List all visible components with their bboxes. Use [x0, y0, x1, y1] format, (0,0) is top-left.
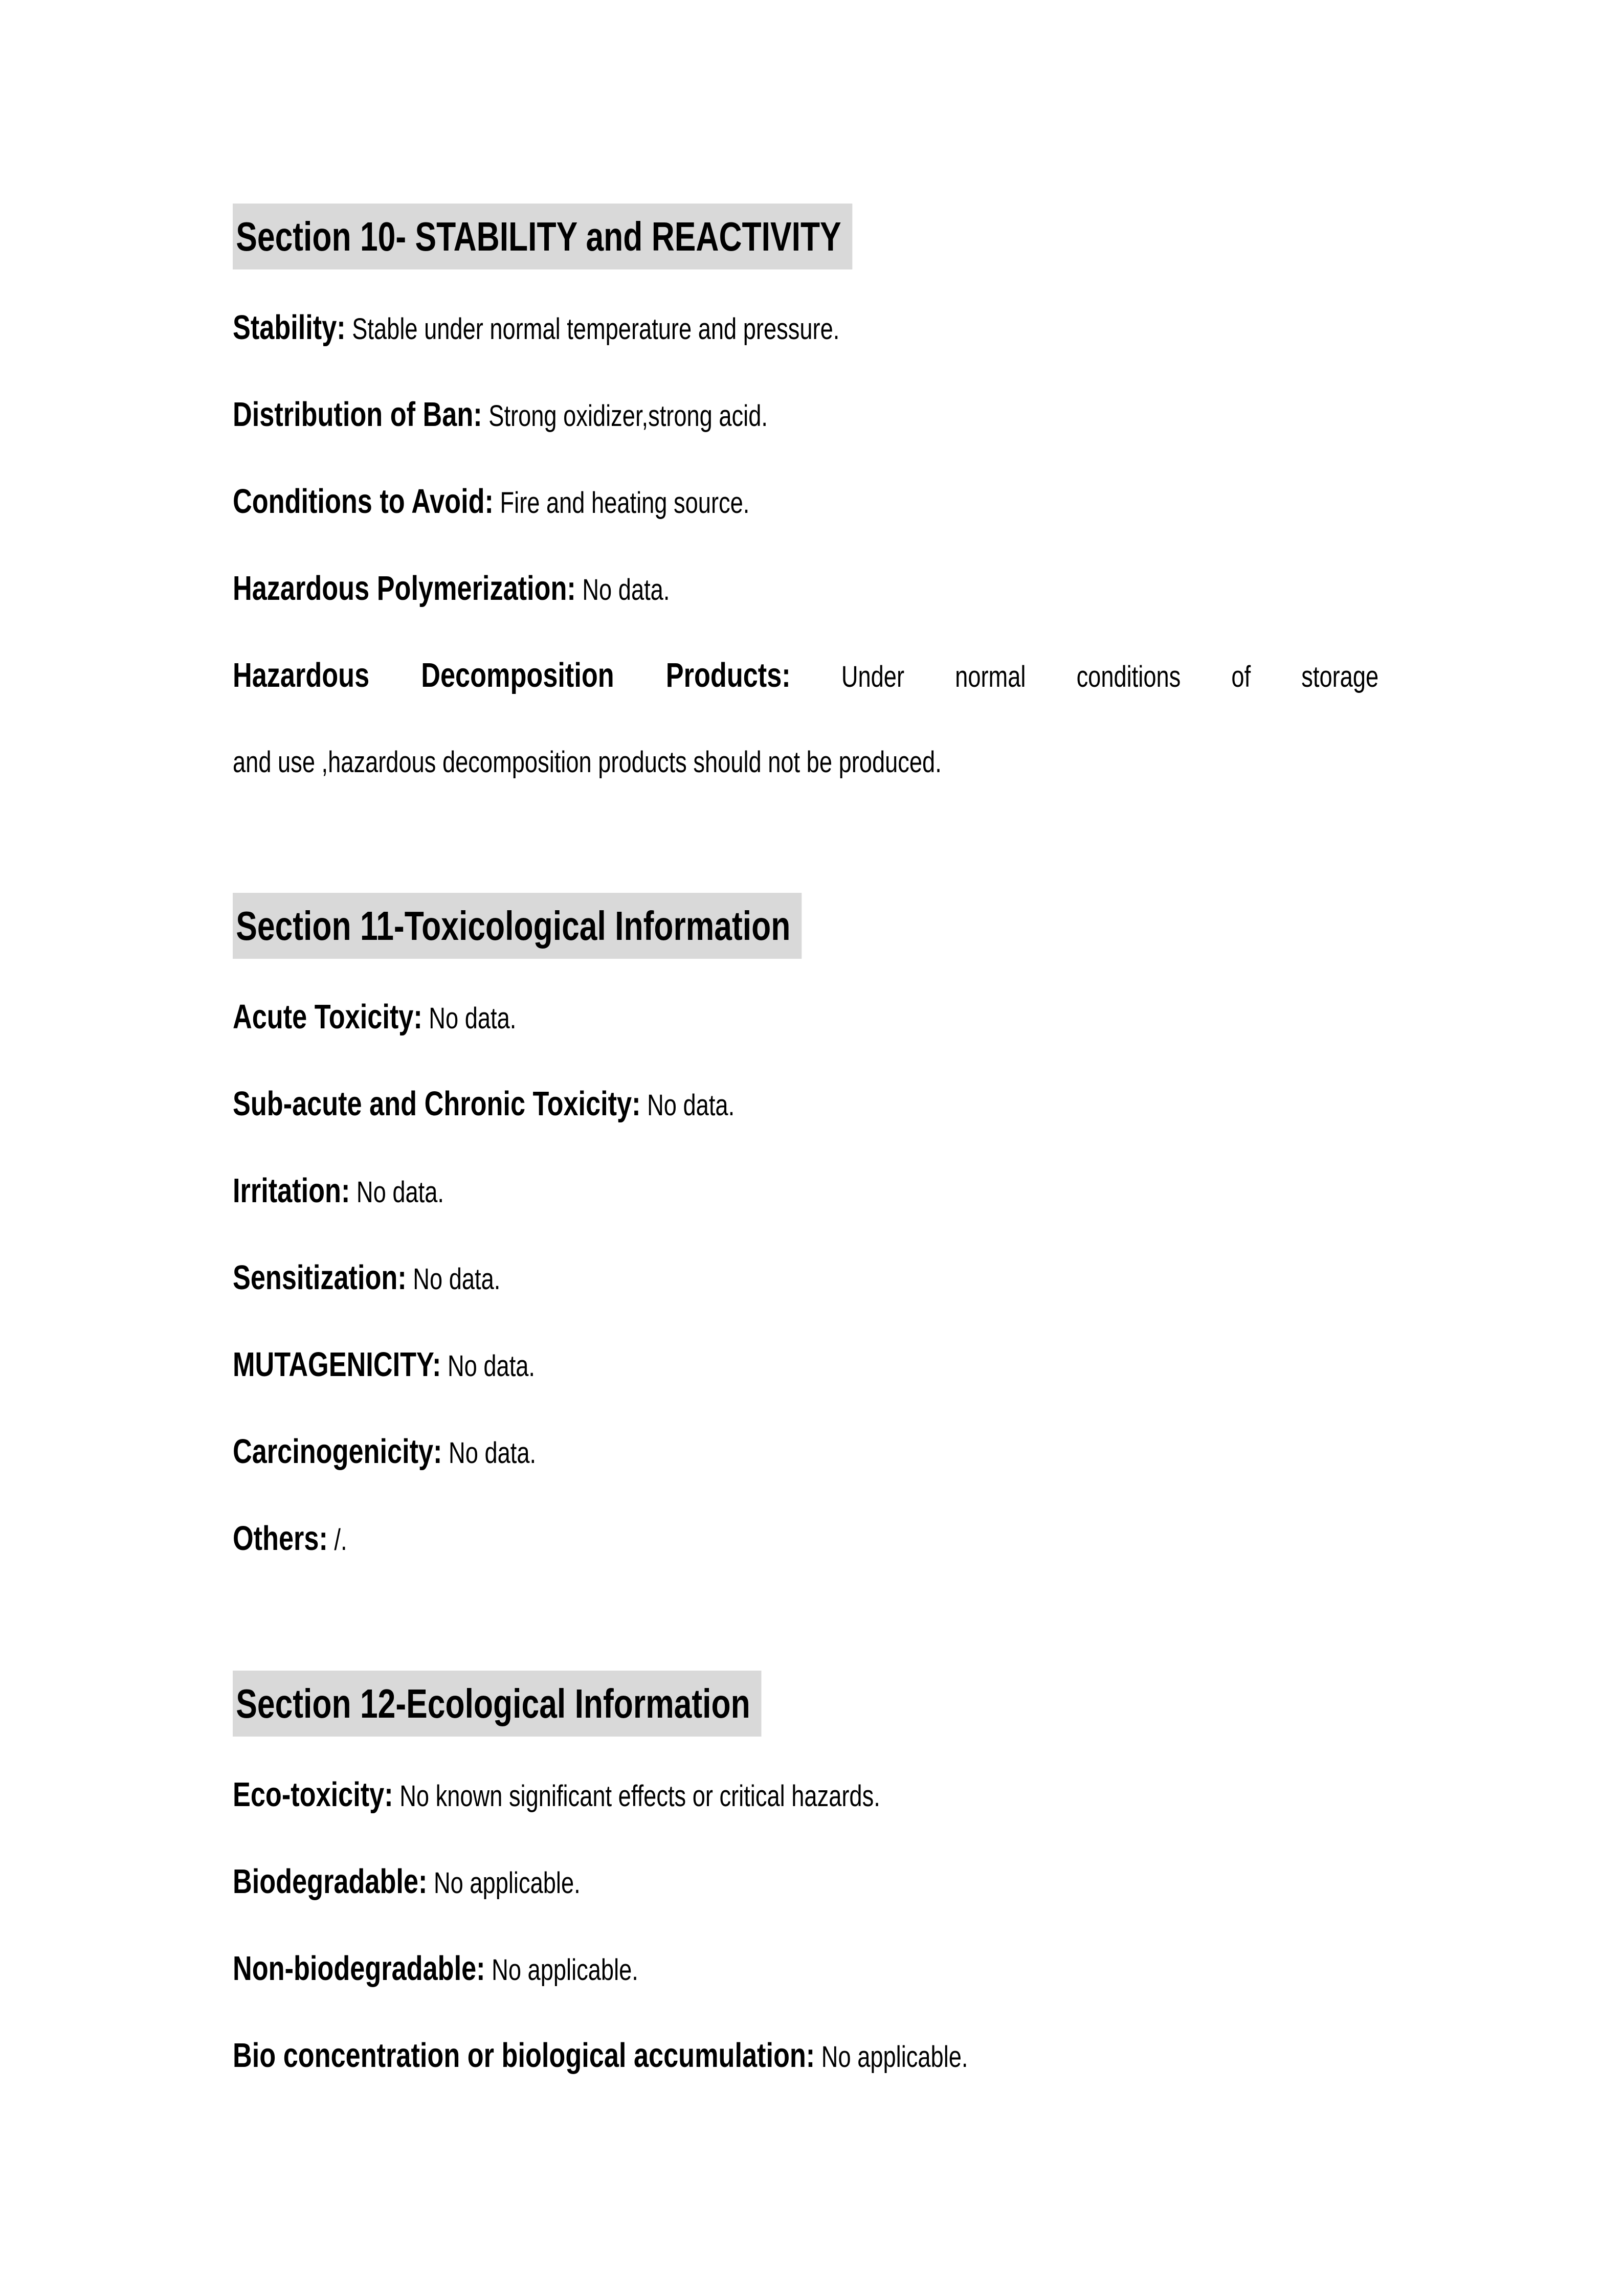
field-value: Stable under normal temperature and pressure.	[352, 312, 840, 346]
field-value: No data.	[647, 1089, 735, 1122]
field-label: Sub-acute and Chronic Toxicity:	[233, 1085, 641, 1123]
field-row-hazardous-decomposition-products	[233, 633, 1378, 719]
field-value: No data.	[356, 1176, 444, 1209]
field-row-sensitization	[233, 1235, 1378, 1322]
field-value: Under normal conditions of storage	[841, 660, 1379, 693]
field-label: Non-biodegradable:	[233, 1949, 485, 1988]
section-heading-text: Section 11-Toxicological Information	[233, 893, 802, 959]
field-label: Others:	[233, 1519, 328, 1558]
field-label: Stability:	[233, 308, 346, 347]
field-value: No data.	[447, 1349, 535, 1383]
section-heading	[233, 1671, 1378, 1737]
field-value: No data.	[449, 1436, 537, 1470]
field-value: Strong oxidizer,strong acid.	[488, 399, 768, 433]
field-value: No data.	[429, 1002, 517, 1035]
field-label: MUTAGENICITY:	[233, 1345, 441, 1384]
field-label: Distribution of Ban:	[233, 395, 482, 434]
field-value: No data.	[413, 1263, 501, 1296]
field-label: Hazardous Polymerization:	[233, 569, 576, 607]
field-value: No applicable.	[492, 1953, 638, 1987]
field-row-sub-acute-and-chronic-toxicity	[233, 1061, 1378, 1148]
field-row-conditions-to-avoid	[233, 459, 1378, 546]
field-row-mutagenicity	[233, 1322, 1378, 1409]
field-label: Carcinogenicity:	[233, 1432, 442, 1471]
section-heading	[233, 893, 1378, 959]
field-value: and use ,hazardous decomposition products should not be produced.	[233, 746, 942, 779]
field-row-acute-toxicity	[233, 974, 1378, 1061]
section-10-stability-and-reactivity	[233, 204, 1378, 805]
field-value: Fire and heating source.	[500, 486, 750, 520]
field-label: Sensitization:	[233, 1258, 407, 1297]
field-row-non-biodegradable	[233, 1926, 1378, 2013]
field-label: Irritation:	[233, 1172, 350, 1210]
section-12-ecological-information	[233, 1671, 1378, 2100]
field-row-bio-concentration-or-biological-accumulation	[233, 2013, 1378, 2100]
field-label: Biodegradable:	[233, 1862, 428, 1901]
field-row-distribution-of-ban	[233, 372, 1378, 459]
field-value: No data.	[582, 573, 670, 606]
field-row-hazardous-decomposition-products-continuation	[233, 719, 1378, 805]
field-row-biodegradable	[233, 1839, 1378, 1926]
field-label: Acute Toxicity:	[233, 998, 422, 1036]
field-row-hazardous-polymerization	[233, 546, 1378, 633]
field-value: No applicable.	[433, 1866, 581, 1900]
field-value: /.	[334, 1523, 347, 1557]
field-value: No applicable.	[821, 2040, 968, 2074]
section-heading-text: Section 12-Ecological Information	[233, 1671, 762, 1737]
section-11-toxicological-information	[233, 893, 1378, 1583]
field-label: Bio concentration or biological accumulation:	[233, 2036, 815, 2075]
field-row-carcinogenicity	[233, 1409, 1378, 1496]
document-content	[233, 204, 1378, 2100]
field-label: Hazardous Decomposition Products:	[233, 656, 791, 694]
field-row-others	[233, 1496, 1378, 1583]
section-heading-text: Section 10- STABILITY and REACTIVITY	[233, 204, 853, 269]
field-value: No known significant effects or critical hazards.	[399, 1780, 880, 1813]
field-label: Eco-toxicity:	[233, 1775, 393, 1814]
field-row-eco-toxicity	[233, 1752, 1378, 1839]
field-row-stability	[233, 285, 1378, 372]
section-heading	[233, 204, 1378, 269]
field-row-irritation	[233, 1148, 1378, 1235]
field-label: Conditions to Avoid:	[233, 482, 494, 521]
